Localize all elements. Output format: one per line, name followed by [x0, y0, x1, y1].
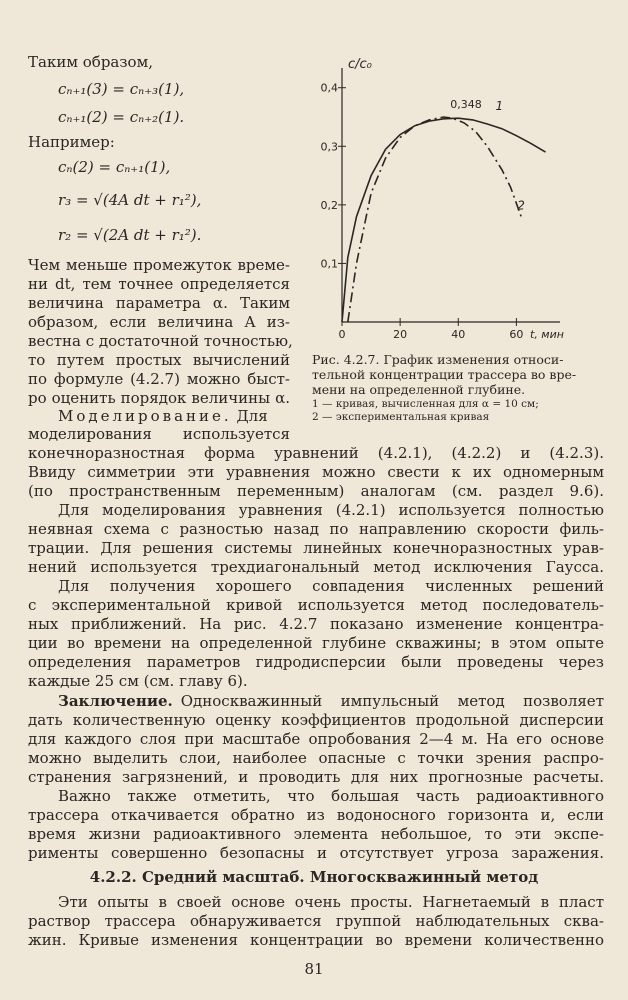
formula-2: cₙ₊₁(2) = cₙ₊₂(1).: [58, 108, 185, 126]
left-line: по формуле (4.2.7) можно быст-: [28, 370, 290, 388]
series-line-2: [348, 117, 522, 322]
section-heading: 4.2.2. Средний масштаб. Многоскважинный метод: [89, 868, 539, 886]
body-line: с экспериментальной кривой используется метод последователь-: [28, 596, 604, 614]
formula-1: cₙ₊₁(3) = cₙ₊₃(1),: [58, 80, 185, 98]
body-line: можно выделить слои, наиболее опасные с точки зрения распро-: [28, 749, 604, 767]
body-line: ных приближений. На рис. 4.2.7 показано изменение концентра-: [28, 615, 604, 633]
body-line: ции во времени на определенной глубине скважины; в этом опыте: [28, 634, 604, 652]
body-line: для каждого слоя при масштабе опробования 2—4 м. На его основе: [28, 730, 604, 748]
curve-label-1: 1: [495, 99, 504, 114]
page-number: 81: [304, 960, 324, 978]
x-axis-label: t, мин: [530, 328, 564, 341]
body-line: Важно также отметить, что большая часть радиоактивного: [58, 787, 604, 805]
left-line: образом, если величина A из-: [28, 313, 290, 331]
figure-legend: 2 — экспериментальная кривая: [312, 411, 490, 423]
body-line: время жизни радиоактивного элемента небольшое, то эти экспе-: [28, 825, 604, 843]
figure-caption: мени на определенной глубине.: [312, 382, 526, 397]
intro-text: Таким образом,: [28, 53, 154, 71]
conclusion-head: Заключение.: [58, 692, 173, 710]
x-tick-label: 40: [451, 328, 466, 341]
formula-4: r₃ = √(4A dt + r₁²),: [58, 191, 202, 209]
chart-labels: [321, 57, 564, 341]
y-tick-label: 0,4: [320, 81, 338, 95]
y-tick-label: 0,2: [320, 198, 338, 212]
formula-5: r₂ = √(2A dt + r₁²).: [58, 226, 202, 244]
modeling-head-line: [58, 406, 268, 426]
x-tick-label: 20: [393, 328, 408, 341]
modeling-head: Моделирование.: [58, 407, 232, 425]
modeling-line2: моделирования используется: [28, 425, 290, 443]
y-tick-label: 0,1: [320, 257, 338, 271]
body-line: Для получения хорошего совпадения численных решений: [58, 577, 604, 595]
figure-legend: 1 — кривая, вычисленная для α = 10 см;: [312, 398, 539, 410]
y-tick-label: 0,3: [320, 140, 338, 154]
figure-caption: Рис. 4.2.7. График изменения относи-: [312, 352, 564, 367]
conclusion-line: [58, 691, 604, 711]
body-line: каждые 25 см (см. главу 6).: [28, 672, 248, 690]
peak-label: 0,348: [450, 98, 482, 112]
left-line: величина параметра α. Таким: [28, 294, 290, 312]
concentration-chart: [310, 52, 570, 352]
body-line: Для моделирования уравнения (4.2.1) используется полностью: [58, 501, 604, 519]
y-axis-label: c/c₀: [348, 57, 372, 72]
left-line: ни dt, тем точнее определяется: [28, 275, 290, 293]
chart-series: [342, 117, 546, 322]
body-line: дать количественную оценку коэффициентов продольной дисперсии: [28, 711, 604, 729]
left-line: то путем простых вычислений: [28, 351, 290, 369]
body-line: жин. Кривые изменения концентрации во времени количественно: [28, 931, 604, 949]
conclusion-rest: Односкважинный импульсный метод позволяет: [180, 692, 604, 710]
body-line: конечноразностная форма уравнений (4.2.1), (4.2.2) и (4.2.3).: [28, 444, 604, 462]
x-tick-label: 60: [509, 328, 524, 341]
x-tick-label: 0: [338, 328, 346, 341]
modeling-rest: Для: [236, 407, 268, 425]
figure-caption: тельной концентрации трассера во вре-: [312, 367, 577, 382]
series-line-1: [342, 118, 546, 322]
left-line: вестна с достаточной точностью,: [28, 332, 293, 350]
body-line: Ввиду симметрии эти уравнения можно свести к их одномерным: [28, 463, 604, 481]
body-line: рименты совершенно безопасны и отсутствует угроза заражения.: [28, 844, 604, 862]
curve-label-2: 2: [517, 198, 525, 213]
left-line: ро оценить порядок величины α.: [28, 389, 290, 407]
body-line: неявная схема с разностью назад по направлению скорости филь-: [28, 520, 604, 538]
chart-axes: [338, 68, 560, 326]
body-line: нений используется трехдиагональный метод исключения Гаусса.: [28, 558, 604, 576]
body-line: (по пространственным переменным) аналогам (см. раздел 9.6).: [28, 482, 604, 500]
example-label: Например:: [28, 133, 115, 151]
body-line: странения загрязнений, и проводить для них прогнозные расчеты.: [28, 768, 604, 786]
body-line: трации. Для решения системы линейных конечноразностных урав-: [28, 539, 604, 557]
body-line: Эти опыты в своей основе очень просты. Нагнетаемый в пласт: [58, 893, 604, 911]
body-line: определения параметров гидродисперсии были проведены через: [28, 653, 604, 671]
formula-3: cₙ(2) = cₙ₊₁(1),: [58, 158, 171, 176]
body-line: трассера откачивается обратно из водоносного горизонта и, если: [28, 806, 604, 824]
body-line: раствор трассера обнаруживается группой наблюдательных сква-: [28, 912, 604, 930]
left-line: Чем меньше промежуток време-: [28, 256, 290, 274]
